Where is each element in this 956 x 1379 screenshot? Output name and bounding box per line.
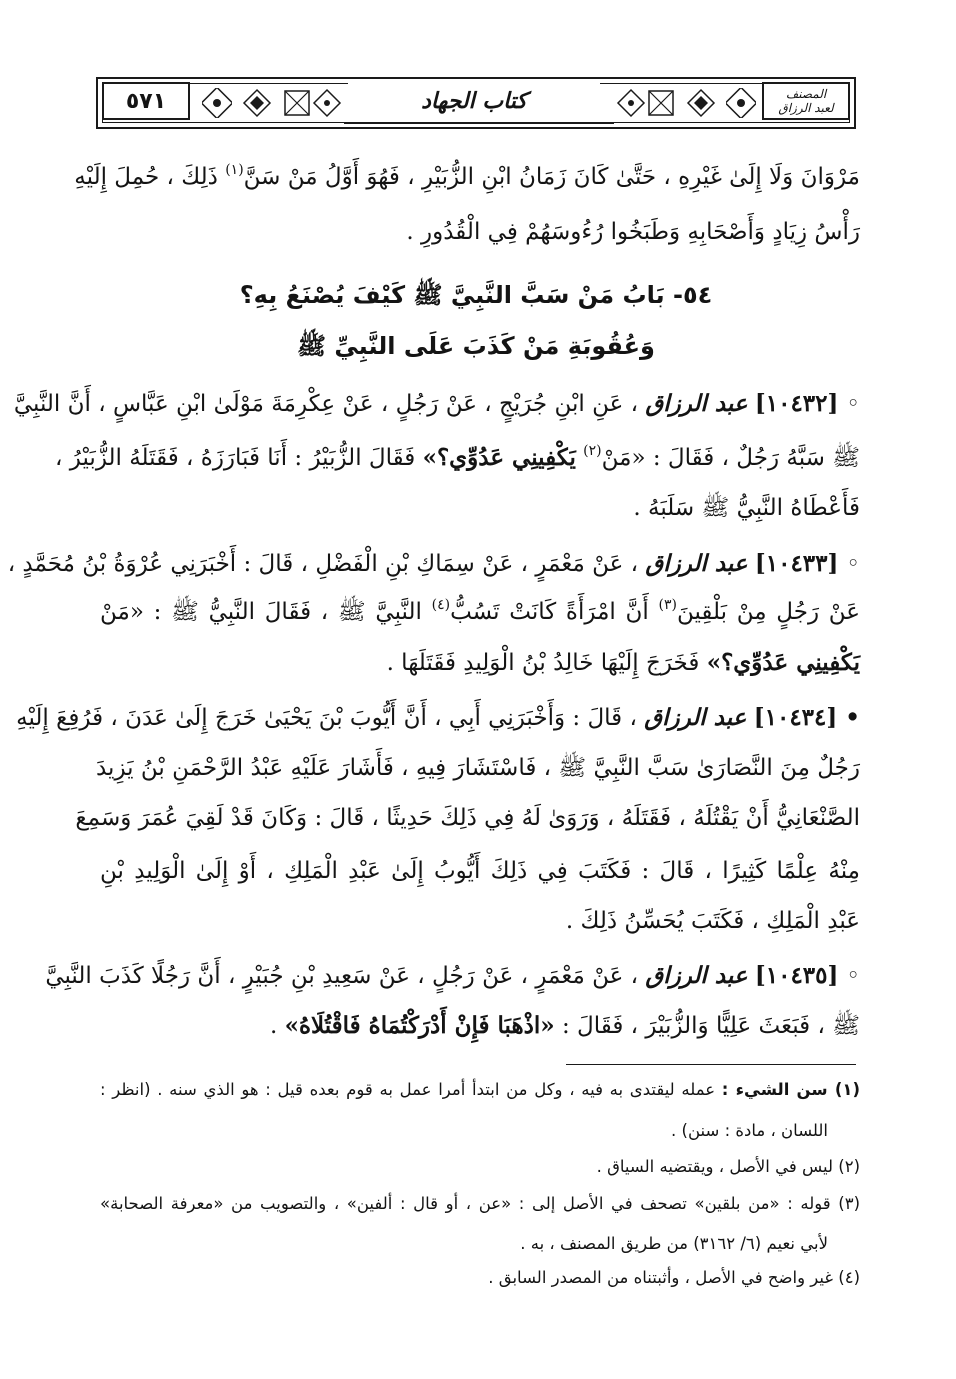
chapter-heading-line-1: ٥٤- بَابُ مَنْ سَبَّ النَّبِيَّ ﷺ كَيْفَ يُصْنَعُ بِهِ؟ — [239, 281, 713, 309]
continuation-line-1: مَرْوَانَ وَلَا إِلَىٰ غَيْرِهِ ، حَتَّىٰ كَانَ زَمَانُ ابْنِ الزُّبَيْرِ ، فَهُوَ أَوَّلُ مَنْ سَنَّ$^{(١)}$ ذَلِكَ ، حُمِلَ إِلَيْهِ — [74, 162, 860, 190]
hadith-10432-line-2: ﷺ سَبَّهُ رَجُلٌ ، فَقَالَ : «مَنْ$^{(٢)}$ يَكْفِينِي عَدُوِّي؟» فَقَالَ الزُّبَيْرُ : أَنَا فَبَارَزَهُ ، فَقَتَلَهُ الزُّبَيْرُ ، — [55, 443, 860, 471]
hadith-10435-line-2: ﷺ ، فَبَعَثَ عَلِيًّا وَالزُّبَيْرَ ، فَقَالَ : «اذْهَبَا فَإِنْ أَدْرَكْتُمَاهُ فَاقْتُلَاهُ» . — [269, 1012, 860, 1039]
narrator-name: عبد الرزاق — [645, 962, 748, 989]
footnote-3-line-2: لأبي نعيم (٦/ ٣١٦٢) من طريق المصنف ، به . — [520, 1234, 828, 1253]
hadith-10432-line-1: ◦ [١٠٤٣٢] عبد الرزاق ، عَنِ ابْنِ جُرَيْجٍ ، عَنْ رَجُلٍ ، عَنْ عِكْرِمَةَ مَوْلَىٰ ابْنِ عَبَّاسٍ ، أَنَّ النَّبِيَّ — [13, 390, 860, 417]
footnote-ref-2: (٢) — [583, 443, 602, 459]
narrator-name: عبد الرزاق — [645, 390, 748, 417]
ornament-icon — [616, 88, 646, 118]
header-rule — [344, 123, 614, 124]
ornament-icon — [282, 88, 312, 118]
ornament-icon — [646, 88, 676, 118]
page-header — [96, 77, 856, 129]
hadith-number: • [١٠٤٣٤] — [753, 704, 860, 731]
footnote-ref-3: (٣) — [658, 597, 677, 613]
hadith-10434-line-1: • [١٠٤٣٤] عبد الرزاق ، قَالَ : وَأَخْبَرَنِي أَبِي ، أَنَّ أَيُّوبَ بْنَ يَحْيَىٰ خَرَجَ إِلَىٰ عَدَنَ ، فَرُفِعَ إِلَيْهِ — [16, 704, 860, 731]
ornament-icon — [242, 88, 272, 118]
hadith-10434-line-2: رَجُلٌ مِنَ النَّصَارَىٰ سَبَّ النَّبِيَّ ﷺ ، فَاسْتَشَارَ فِيهِ ، فَأَشَارَ عَلَيْهِ عَبْدُ الرَّحْمَنِ بْنُ يَزِيدَ — [95, 755, 860, 781]
hadith-number: ◦ [١٠٤٣٢] — [754, 390, 860, 417]
ornament-icon — [312, 88, 342, 118]
hadith-10433-line-1: ◦ [١٠٤٣٣] عبد الرزاق ، عَنْ مَعْمَرٍ ، عَنْ سِمَاكِ بْنِ الْفَضْلِ ، قَالَ : أَخْبَرَنِي عُرْوَةُ بْنُ مُحَمَّدٍ ، — [7, 550, 860, 577]
book-title-box — [348, 82, 600, 120]
ornament-icon — [726, 88, 756, 118]
hadith-10434-line-5: عَبْدِ الْمَلِكِ ، فَكَتَبَ يُحَسِّنُ ذَلِكَ . — [565, 908, 860, 934]
book-title: كتاب الجهاد — [421, 88, 527, 114]
hadith-10432-line-3: فَأَعْطَاهُ النَّبِيُّ ﷺ سَلَبَهُ . — [633, 495, 860, 521]
hadith-10433-line-3: يَكْفِينِي عَدُوِّي؟» فَخَرَجَ إِلَيْهَا خَالِدُ بْنُ الْوَلِيدِ فَقَتَلَهَا . — [386, 649, 860, 676]
chapter-heading-line-2: وَعُقُوبَةِ مَنْ كَذَبَ عَلَى النَّبِيِّ ﷺ — [297, 332, 655, 360]
hadith-10434-line-4: مِنْهُ عِلْمًا كَثِيرًا ، قَالَ : فَكَتَبَ فِي ذَلِكَ أَيُّوبُ إِلَىٰ عَبْدِ الْمَلِكِ ، أَوْ إِلَىٰ الْوَلِيدِ بْنِ — [100, 858, 860, 884]
footnote-ref-1: (١) — [225, 162, 244, 178]
footnote-2: (٢) ليس في الأصل ، ويقتضيه السياق . — [596, 1157, 860, 1176]
hadith-number: ◦ [١٠٤٣٥] — [754, 962, 860, 989]
footnote-separator — [566, 1064, 856, 1065]
hadith-10434-line-3: الصَّنْعَانِيُّ أَنْ يَقْتُلَهُ ، فَقَتَلَهُ ، وَرَوَىٰ لَهُ فِي ذَلِكَ حَدِيثًا ، قَالَ : وَكَانَ قَدْ لَقِيَ عُمَرَ وَسَمِعَ — [75, 805, 860, 831]
footnote-ref-4: (٤) — [431, 597, 451, 613]
narrator-name: عبد الرزاق — [645, 550, 748, 577]
hadith-10435-line-1: ◦ [١٠٤٣٥] عبد الرزاق ، عَنْ مَعْمَرٍ ، عَنْ رَجُلٍ ، عَنْ سَعِيدِ بْنِ جُبَيْرٍ ، أَنَّ رَجُلًا كَذَبَ النَّبِيَّ — [45, 962, 860, 989]
footnote-1-line-2: اللسان ، مادة : سنن) . — [671, 1121, 828, 1140]
ornament-icon — [686, 88, 716, 118]
publisher-logo — [762, 82, 850, 120]
footnote-1-line-1: (١) سن الشيء : عمله ليقتدى به فيه ، وكل من ابتدأ أمرا عمل به قوم بعده قيل : هو الذي سنه . (انظر : — [100, 1080, 860, 1099]
page-number-box — [102, 82, 190, 120]
logo-line-1: المصنف — [785, 87, 827, 101]
narrator-name: عبد الرزاق — [644, 704, 747, 731]
hadith-10433-line-2: عَنْ رَجُلٍ مِنْ بَلْقِينَ$^{(٣)}$ أَنَّ امْرَأَةً كَانَتْ تَسُبُّ$^{(٤)}$ النَّبِيَّ ﷺ ، فَقَالَ النَّبِيُّ ﷺ : «مَنْ — [100, 597, 860, 625]
footnote-4: (٤) غير واضح في الأصل ، وأثبتناه من المصدر السابق . — [488, 1268, 860, 1287]
logo-line-2: لعبد الرزاق — [778, 101, 834, 115]
ornament-icon — [202, 88, 232, 118]
page-number: ٥٧١ — [125, 88, 167, 114]
continuation-line-2: رَأْسُ زِيَادٍ وَأَصْحَابِهِ وَطَبَخُوا رُءُوسَهُمْ فِي الْقُدُورِ . — [406, 219, 860, 245]
hadith-number: ◦ [١٠٤٣٣] — [754, 550, 860, 577]
footnote-3-line-1: (٣) قوله : «من بلقين» تصحف في الأصل إلى : «عن ، أو قال : ألفين» ، والتصويب من «معرفة الصحابة» — [100, 1194, 860, 1213]
